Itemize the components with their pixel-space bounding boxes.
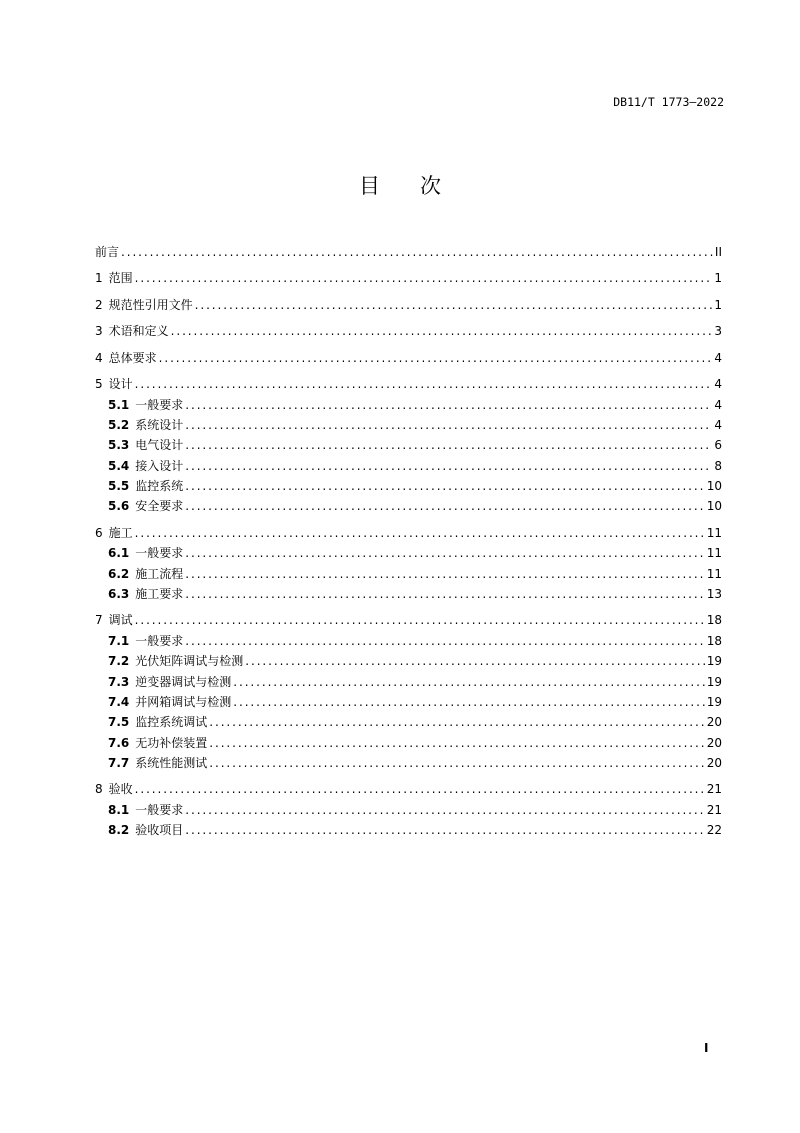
dot-leader [185,586,704,602]
toc-entry-number: 8 [95,782,103,797]
toc-entry-label: 安全要求 [135,499,184,514]
toc-entry[interactable] [95,297,722,313]
toc-entry-label: 监控系统 [135,478,184,493]
dot-leader [185,822,704,838]
toc-entry-label: 规范性引用文件 [108,297,193,312]
toc-entry[interactable] [108,566,722,582]
toc-entry-number: 7 [95,613,103,628]
document-id: DB11/T 1773—2022 [613,95,724,109]
toc-entry-page: 20 [706,755,722,770]
dot-leader [185,498,704,514]
toc-entry-label: 光伏矩阵调试与检测 [135,654,244,669]
toc-entry-page: 18 [706,613,722,628]
toc-entry-label: 总体要求 [108,350,157,365]
toc-entry-number: 2 [95,297,103,312]
toc-entry-number: 7.1 [108,634,130,648]
toc-entry[interactable] [95,612,722,628]
toc-entry-number: 5.6 [108,499,130,514]
toc-entry-number: 7.4 [108,694,130,709]
dot-leader [245,653,704,669]
toc-entry-number: 3 [95,324,103,339]
toc-entry-label: 一般要求 [135,546,184,561]
toc-entry-number: 6.3 [108,586,130,601]
dot-leader [121,244,713,260]
toc-entry-number: 5.1 [108,397,130,412]
toc-entry-page: 10 [706,478,722,493]
toc-entry-label: 范围 [108,271,133,286]
dot-leader [135,525,705,541]
dot-leader [233,694,704,710]
toc-entry-page: 10 [706,499,722,514]
dot-leader [233,674,704,690]
toc-entry-label: 接入设计 [135,458,184,473]
toc-entry-page: 1 [714,297,722,312]
toc-entry-page: 21 [706,802,722,817]
toc-entry-page: 3 [714,324,722,339]
toc-entry-label: 施工流程 [135,566,184,581]
toc-entry[interactable] [108,694,722,710]
toc-entry-page: 20 [706,735,722,750]
dot-leader [185,478,704,494]
toc-entry-label: 验收 [108,782,133,797]
dot-leader [185,458,712,474]
dot-leader [209,735,704,751]
dot-leader [185,802,704,818]
toc-entry[interactable] [95,781,722,797]
toc-entry-page: 11 [706,566,722,581]
toc-entry[interactable] [95,270,722,286]
toc-entry[interactable] [108,498,722,514]
toc-entry-label: 无功补偿装置 [135,735,208,750]
toc-entry[interactable] [95,525,722,541]
toc-entry-label: 逆变器调试与检测 [135,674,232,689]
toc-entry[interactable] [108,437,722,453]
page-title: 目次 [359,174,481,198]
toc-entry[interactable] [95,350,722,366]
toc-entry[interactable] [108,417,722,433]
toc-entry[interactable] [108,802,722,818]
toc-entry[interactable] [108,735,722,751]
toc-entry[interactable] [95,376,722,392]
dot-leader [159,350,713,366]
dot-leader [185,566,704,582]
toc-entry-number: 6.2 [108,566,130,581]
toc-entry-label: 一般要求 [135,397,184,412]
toc-entry-number: 7.6 [108,735,130,750]
dot-leader [209,714,704,730]
toc-entry-label: 施工要求 [135,586,184,601]
toc-entry-number: 5.3 [108,438,130,453]
toc-entry-number: 5.4 [108,458,130,473]
toc-entry[interactable] [108,478,722,494]
toc-entry[interactable] [108,633,722,649]
toc-entry[interactable] [108,714,722,730]
toc-entry-page: 22 [706,823,722,838]
toc-entry-page: 4 [714,397,722,412]
toc-entry[interactable] [108,653,722,669]
dot-leader [185,417,712,433]
toc-entry-label: 验收项目 [135,823,184,838]
toc-entry-page: 18 [706,634,722,648]
toc-entry[interactable] [108,674,722,690]
toc-entry-label: 系统性能测试 [135,755,208,770]
toc-entry-label: 系统设计 [135,418,184,432]
toc-entry-page: 6 [714,438,722,453]
toc-entry-page: 4 [714,377,722,391]
toc-entry-number: 7.3 [108,674,130,689]
toc-entry-page: 11 [706,525,722,540]
toc-entry-label: 术语和定义 [108,324,169,339]
toc-entry[interactable] [95,244,722,260]
dot-leader [209,755,704,771]
toc-entry-label: 调试 [108,613,133,628]
toc-entry-number: 6 [95,525,103,540]
toc-entry-page: 4 [714,418,722,432]
toc-entry-page: 13 [706,586,722,601]
toc-entry-number: 6.1 [108,546,130,561]
toc-entry-page: 4 [714,350,722,365]
toc-entry-number: 4 [95,350,103,365]
toc-entry[interactable] [108,755,722,771]
dot-leader [185,397,712,413]
toc-entry-page: 21 [706,782,722,797]
toc-entry-label: 一般要求 [135,802,184,817]
dot-leader [185,633,704,649]
toc-entry-number: 5.5 [108,478,130,493]
dot-leader [171,323,713,339]
toc-entry-page: II [714,245,722,259]
toc-entry-page: 1 [714,271,722,286]
toc-entry-number: 7.7 [108,755,130,770]
toc-entry-page: 19 [706,694,722,709]
toc-entry-number: 8.2 [108,823,130,838]
toc-entry-number: 8.1 [108,802,130,817]
toc-entry-label: 施工 [108,525,133,540]
toc-entry-number: 7.2 [108,654,130,669]
toc-entry-label: 电气设计 [135,438,184,453]
page-number: I [704,1041,709,1055]
toc-entry-label: 设计 [108,377,133,391]
toc-entry-page: 19 [706,654,722,669]
toc-entry-number: 7.5 [108,715,130,730]
dot-leader [185,545,704,561]
toc-entry-page: 11 [706,546,722,561]
toc-entry-label: 并网箱调试与检测 [135,694,232,709]
toc-entry-page: 19 [706,674,722,689]
dot-leader [195,297,713,313]
dot-leader [135,781,705,797]
toc-entry-label: 监控系统调试 [135,715,208,730]
toc-entry-page: 20 [706,715,722,730]
toc-entry[interactable] [108,458,722,474]
dot-leader [135,270,713,286]
toc-entry-label: 前言 [95,245,120,259]
toc-entry[interactable] [95,323,722,339]
toc-entry[interactable] [108,586,722,602]
toc-entry[interactable] [108,545,722,561]
dot-leader [185,437,712,453]
toc-entry-number: 1 [95,271,103,286]
toc-entry[interactable] [108,397,722,413]
dot-leader [135,376,713,392]
toc-entry-page: 8 [714,458,722,473]
toc-entry-number: 5 [95,377,103,391]
toc-entry[interactable] [108,822,722,838]
dot-leader [135,612,705,628]
toc-entry-number: 5.2 [108,418,130,432]
toc-entry-label: 一般要求 [135,634,184,648]
